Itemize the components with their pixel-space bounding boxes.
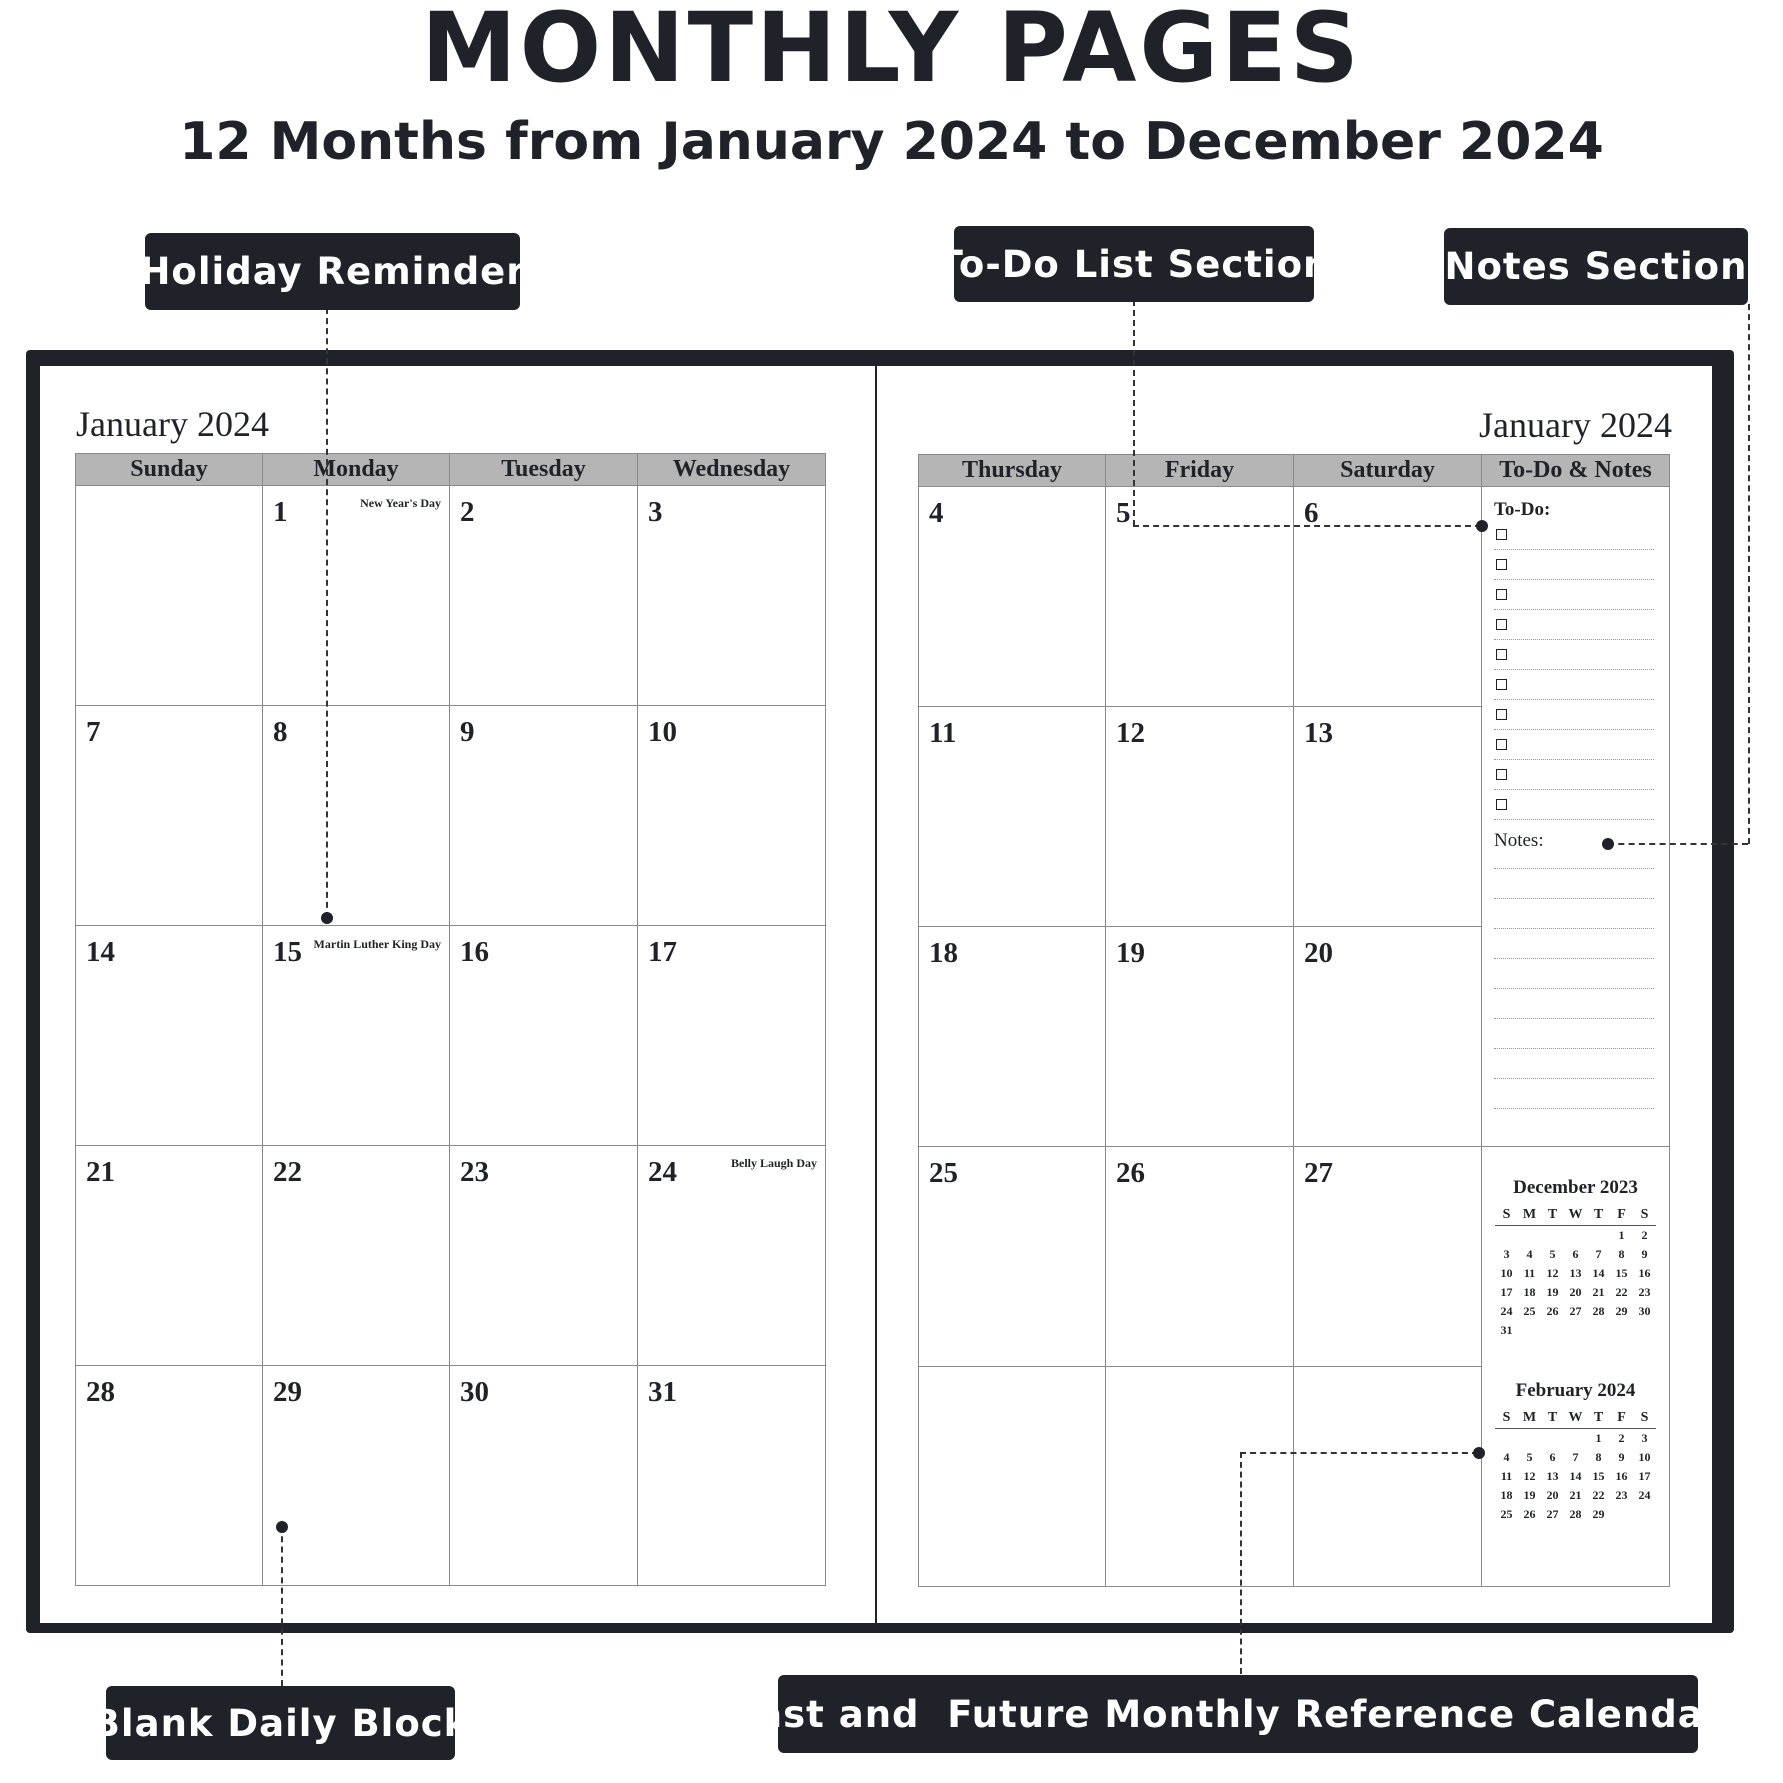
notes-connector-line <box>1748 304 1750 844</box>
checkbox-icon[interactable] <box>1496 679 1507 690</box>
mini-day: 20 <box>1546 1488 1559 1502</box>
notes-line[interactable] <box>1494 1108 1654 1109</box>
checkbox-icon[interactable] <box>1496 799 1507 810</box>
notes-line[interactable] <box>1494 1018 1654 1019</box>
day-number: 2 <box>460 496 475 528</box>
notes-section-callout: Notes Section <box>1444 228 1748 305</box>
mini-day: 15 <box>1592 1469 1605 1483</box>
left-page <box>40 366 875 1623</box>
todo-connector-line-h <box>1133 525 1481 527</box>
blank-daily-block-callout: Blank Daily Block <box>106 1686 455 1760</box>
mini-day: 24 <box>1500 1304 1513 1318</box>
notes-section <box>1494 830 1659 1130</box>
mini-day <box>1518 1226 1541 1246</box>
mini-day: 21 <box>1592 1285 1605 1299</box>
mini-day: 18 <box>1500 1488 1513 1502</box>
mini-day: 11 <box>1500 1469 1513 1483</box>
day-cell[interactable] <box>638 486 826 706</box>
day-cell[interactable] <box>76 1146 263 1366</box>
page-subtitle: 12 Months from January 2024 to December 2024 <box>179 112 1604 172</box>
blank-block-connector-dot <box>276 1521 288 1533</box>
mini-day: 30 <box>1638 1304 1651 1318</box>
mini-weekday-header: S <box>1633 1410 1656 1429</box>
mini-weekday-header: M <box>1518 1207 1541 1226</box>
right-calendar-grid <box>918 454 1482 1587</box>
day-number: 29 <box>273 1376 302 1408</box>
day-cell-blank[interactable] <box>1294 1367 1482 1587</box>
mini-weekday-header: W <box>1564 1207 1587 1226</box>
mini-day: 27 <box>1546 1507 1559 1521</box>
day-cell[interactable] <box>263 926 450 1146</box>
mini-day: 2 <box>1618 1431 1625 1445</box>
mini-day: 8 <box>1595 1450 1602 1464</box>
weekday-header: Sunday <box>76 454 263 486</box>
todo-item[interactable] <box>1494 549 1654 580</box>
weekday-header: Thursday <box>919 455 1106 487</box>
weekday-header: Monday <box>263 454 450 486</box>
holiday-label: New Year's Day <box>360 496 441 510</box>
mini-day: 23 <box>1638 1285 1651 1299</box>
day-number: 31 <box>648 1376 677 1408</box>
checkbox-icon[interactable] <box>1496 619 1507 630</box>
notes-line[interactable] <box>1494 958 1654 959</box>
mini-calendar-title: February 2024 <box>1515 1380 1636 1401</box>
mini-day <box>1541 1429 1564 1449</box>
mini-day: 16 <box>1615 1469 1628 1483</box>
day-cell[interactable] <box>919 707 1106 927</box>
day-number: 3 <box>648 496 663 528</box>
day-number: 19 <box>1116 937 1145 969</box>
todo-item[interactable] <box>1494 759 1654 790</box>
notes-line[interactable] <box>1494 928 1654 929</box>
day-number: 10 <box>648 716 677 748</box>
mini-weekday-header: T <box>1587 1207 1610 1226</box>
day-cell[interactable] <box>1294 1147 1482 1367</box>
day-cell-blank[interactable] <box>1106 1367 1294 1587</box>
day-cell[interactable] <box>1294 487 1482 707</box>
mini-day: 6 <box>1572 1247 1579 1261</box>
day-cell[interactable] <box>919 1147 1106 1367</box>
reference-connector-line-h <box>1240 1452 1478 1454</box>
todo-notes-header: To-Do & Notes <box>1482 455 1669 487</box>
day-number: 26 <box>1116 1157 1145 1189</box>
day-number: 14 <box>86 936 115 968</box>
day-number: 11 <box>929 717 957 749</box>
mini-day: 4 <box>1526 1247 1533 1261</box>
mini-day: 8 <box>1618 1247 1625 1261</box>
day-cell[interactable] <box>1294 927 1482 1147</box>
mini-day: 12 <box>1523 1469 1536 1483</box>
mini-day: 10 <box>1500 1266 1513 1280</box>
todo-item[interactable] <box>1494 699 1654 730</box>
reference-connector-line <box>1240 1452 1242 1674</box>
checkbox-icon[interactable] <box>1496 709 1507 720</box>
day-number: 18 <box>929 937 958 969</box>
weekday-header: Wednesday <box>638 454 826 486</box>
day-cell[interactable] <box>638 1366 826 1586</box>
reference-calendars-callout: Past and Future Monthly Reference Calendars <box>778 1675 1698 1753</box>
right-month-title: January 2024 <box>1479 405 1672 445</box>
mini-day: 1 <box>1618 1228 1625 1242</box>
day-cell[interactable] <box>638 1146 826 1366</box>
mini-day: 17 <box>1500 1285 1513 1299</box>
todo-item[interactable] <box>1494 789 1654 820</box>
mini-day: 21 <box>1569 1488 1582 1502</box>
day-number: 24 <box>648 1156 677 1188</box>
day-cell[interactable] <box>263 1366 450 1586</box>
mini-day: 26 <box>1523 1507 1536 1521</box>
day-number: 17 <box>648 936 677 968</box>
blank-block-connector-line <box>281 1526 283 1686</box>
day-number: 15 <box>273 936 302 968</box>
day-number: 1 <box>273 496 288 528</box>
day-cell[interactable] <box>263 1146 450 1366</box>
day-cell[interactable] <box>450 706 638 926</box>
mini-weekday-header: T <box>1541 1207 1564 1226</box>
day-number: 6 <box>1304 497 1319 529</box>
mini-weekday-header: S <box>1495 1410 1518 1429</box>
day-number: 27 <box>1304 1157 1333 1189</box>
todo-item[interactable] <box>1494 609 1654 640</box>
day-number: 5 <box>1116 497 1131 529</box>
mini-day: 29 <box>1592 1507 1605 1521</box>
mini-day: 13 <box>1546 1469 1559 1483</box>
reference-connector-dot <box>1473 1447 1485 1459</box>
mini-day <box>1564 1226 1587 1246</box>
day-cell[interactable] <box>450 486 638 706</box>
todo-connector-dot <box>1476 520 1488 532</box>
mini-day: 4 <box>1503 1450 1510 1464</box>
mini-weekday-header: F <box>1610 1207 1633 1226</box>
day-cell[interactable] <box>450 1146 638 1366</box>
mini-day: 7 <box>1595 1247 1602 1261</box>
mini-day: 2 <box>1641 1228 1648 1242</box>
mini-day <box>1564 1321 1587 1340</box>
day-number: 30 <box>460 1376 489 1408</box>
notes-line[interactable] <box>1494 1048 1654 1049</box>
todo-connector-line <box>1133 300 1135 526</box>
mini-day: 6 <box>1549 1450 1556 1464</box>
column-divider <box>1482 1146 1669 1147</box>
mini-day: 25 <box>1523 1304 1536 1318</box>
mini-day: 31 <box>1500 1323 1513 1337</box>
mini-day: 14 <box>1592 1266 1605 1280</box>
mini-day: 5 <box>1549 1247 1556 1261</box>
todo-item[interactable] <box>1494 729 1654 760</box>
mini-day: 13 <box>1569 1266 1582 1280</box>
mini-day <box>1518 1321 1541 1340</box>
weekday-header: Friday <box>1106 455 1294 487</box>
checkbox-icon[interactable] <box>1496 739 1507 750</box>
mini-day: 1 <box>1595 1431 1602 1445</box>
mini-day: 24 <box>1638 1488 1651 1502</box>
day-cell[interactable] <box>263 486 450 706</box>
mini-weekday-header: F <box>1610 1410 1633 1429</box>
day-number: 7 <box>86 716 101 748</box>
day-number: 28 <box>86 1376 115 1408</box>
day-number: 4 <box>929 497 944 529</box>
day-cell[interactable] <box>638 926 826 1146</box>
day-number: 23 <box>460 1156 489 1188</box>
notes-connector-line-h <box>1608 843 1748 845</box>
page-title: MONTHLY PAGES <box>421 0 1362 104</box>
checkbox-icon[interactable] <box>1496 769 1507 780</box>
mini-day: 9 <box>1618 1450 1625 1464</box>
mini-day: 5 <box>1526 1450 1533 1464</box>
mini-calendar-title: December 2023 <box>1513 1177 1638 1198</box>
mini-day <box>1564 1429 1587 1449</box>
mini-day: 15 <box>1615 1266 1628 1280</box>
day-cell[interactable] <box>450 1366 638 1586</box>
todo-item[interactable] <box>1494 639 1654 670</box>
weekday-header: Tuesday <box>450 454 638 486</box>
mini-day: 22 <box>1615 1285 1628 1299</box>
mini-day: 29 <box>1615 1304 1628 1318</box>
notes-line[interactable] <box>1494 868 1654 869</box>
day-number: 13 <box>1304 717 1333 749</box>
holiday-label: Belly Laugh Day <box>730 1156 817 1170</box>
mini-day: 10 <box>1638 1450 1651 1464</box>
todo-section-callout: To-Do List Section <box>954 226 1314 302</box>
mini-day: 27 <box>1569 1304 1582 1318</box>
day-cell[interactable] <box>919 487 1106 707</box>
day-cell[interactable] <box>1106 1147 1294 1367</box>
mini-calendar-grid <box>1495 1207 1656 1340</box>
holiday-reminder-callout: Holiday Reminder <box>145 233 520 310</box>
day-number: 9 <box>460 716 475 748</box>
mini-weekday-header: W <box>1564 1410 1587 1429</box>
holiday-connector-line <box>326 308 328 918</box>
todo-notes-column <box>1481 454 1670 1587</box>
notes-line[interactable] <box>1494 1078 1654 1079</box>
day-cell[interactable] <box>76 1366 263 1586</box>
holiday-connector-dot <box>321 912 333 924</box>
mini-weekday-header: S <box>1633 1207 1656 1226</box>
mini-day: 28 <box>1569 1507 1582 1521</box>
todo-item[interactable] <box>1494 669 1654 700</box>
mini-day: 28 <box>1592 1304 1605 1318</box>
mini-day: 23 <box>1615 1488 1628 1502</box>
day-cell[interactable] <box>1106 927 1294 1147</box>
weekday-header: Saturday <box>1294 455 1482 487</box>
mini-day <box>1587 1321 1610 1340</box>
mini-day <box>1610 1321 1633 1340</box>
day-cell[interactable] <box>76 926 263 1146</box>
day-cell[interactable] <box>1294 707 1482 927</box>
mini-day: 17 <box>1638 1469 1651 1483</box>
mini-weekday-header: T <box>1587 1410 1610 1429</box>
todo-label: To-Do: <box>1494 499 1551 520</box>
left-calendar-grid <box>75 453 826 1586</box>
mini-day: 22 <box>1592 1488 1605 1502</box>
day-number: 12 <box>1116 717 1145 749</box>
mini-weekday-header: S <box>1495 1207 1518 1226</box>
day-cell[interactable] <box>1106 707 1294 927</box>
notes-label: Notes: <box>1494 830 1544 851</box>
notes-connector-dot <box>1602 838 1614 850</box>
day-number: 25 <box>929 1157 958 1189</box>
day-cell[interactable] <box>263 706 450 926</box>
mini-calendar-grid <box>1495 1410 1656 1524</box>
right-page <box>877 366 1712 1623</box>
mini-day: 16 <box>1638 1266 1651 1280</box>
mini-day: 25 <box>1500 1507 1513 1521</box>
day-cell-blank[interactable] <box>76 486 263 706</box>
day-number: 20 <box>1304 937 1333 969</box>
mini-day <box>1633 1505 1656 1524</box>
day-number: 22 <box>273 1156 302 1188</box>
mini-day <box>1541 1321 1564 1340</box>
mini-day: 19 <box>1546 1285 1559 1299</box>
mini-calendar-february <box>1482 1380 1669 1524</box>
mini-day: 3 <box>1641 1431 1648 1445</box>
mini-day: 12 <box>1546 1266 1559 1280</box>
left-month-title: January 2024 <box>76 404 269 444</box>
mini-day: 7 <box>1572 1450 1579 1464</box>
mini-day: 9 <box>1641 1247 1648 1261</box>
day-number: 21 <box>86 1156 115 1188</box>
holiday-label: Martin Luther King Day <box>313 937 441 951</box>
checkbox-icon[interactable] <box>1496 649 1507 660</box>
mini-day: 26 <box>1546 1304 1559 1318</box>
mini-calendar-december <box>1482 1177 1669 1340</box>
mini-day: 14 <box>1569 1469 1582 1483</box>
notes-line[interactable] <box>1494 898 1654 899</box>
todo-item[interactable] <box>1494 519 1654 550</box>
todo-item[interactable] <box>1494 579 1654 610</box>
mini-day <box>1495 1429 1518 1449</box>
mini-day: 11 <box>1523 1266 1536 1280</box>
mini-weekday-header: M <box>1518 1410 1541 1429</box>
mini-day <box>1610 1505 1633 1524</box>
mini-day <box>1541 1226 1564 1246</box>
mini-day <box>1495 1226 1518 1246</box>
day-cell[interactable] <box>638 706 826 926</box>
day-cell[interactable] <box>76 706 263 926</box>
day-number: 16 <box>460 936 489 968</box>
mini-day <box>1518 1429 1541 1449</box>
checkbox-icon[interactable] <box>1496 589 1507 600</box>
mini-day: 3 <box>1503 1247 1510 1261</box>
mini-day: 18 <box>1523 1285 1536 1299</box>
checkbox-icon[interactable] <box>1496 529 1507 540</box>
mini-day <box>1587 1226 1610 1246</box>
mini-weekday-header: T <box>1541 1410 1564 1429</box>
todo-section <box>1494 499 1659 819</box>
mini-day: 20 <box>1569 1285 1582 1299</box>
day-cell-blank[interactable] <box>919 1367 1106 1587</box>
mini-day <box>1633 1321 1656 1340</box>
checkbox-icon[interactable] <box>1496 559 1507 570</box>
day-cell[interactable] <box>450 926 638 1146</box>
mini-day: 19 <box>1523 1488 1536 1502</box>
day-cell[interactable] <box>919 927 1106 1147</box>
notes-line[interactable] <box>1494 988 1654 989</box>
day-number: 8 <box>273 716 288 748</box>
